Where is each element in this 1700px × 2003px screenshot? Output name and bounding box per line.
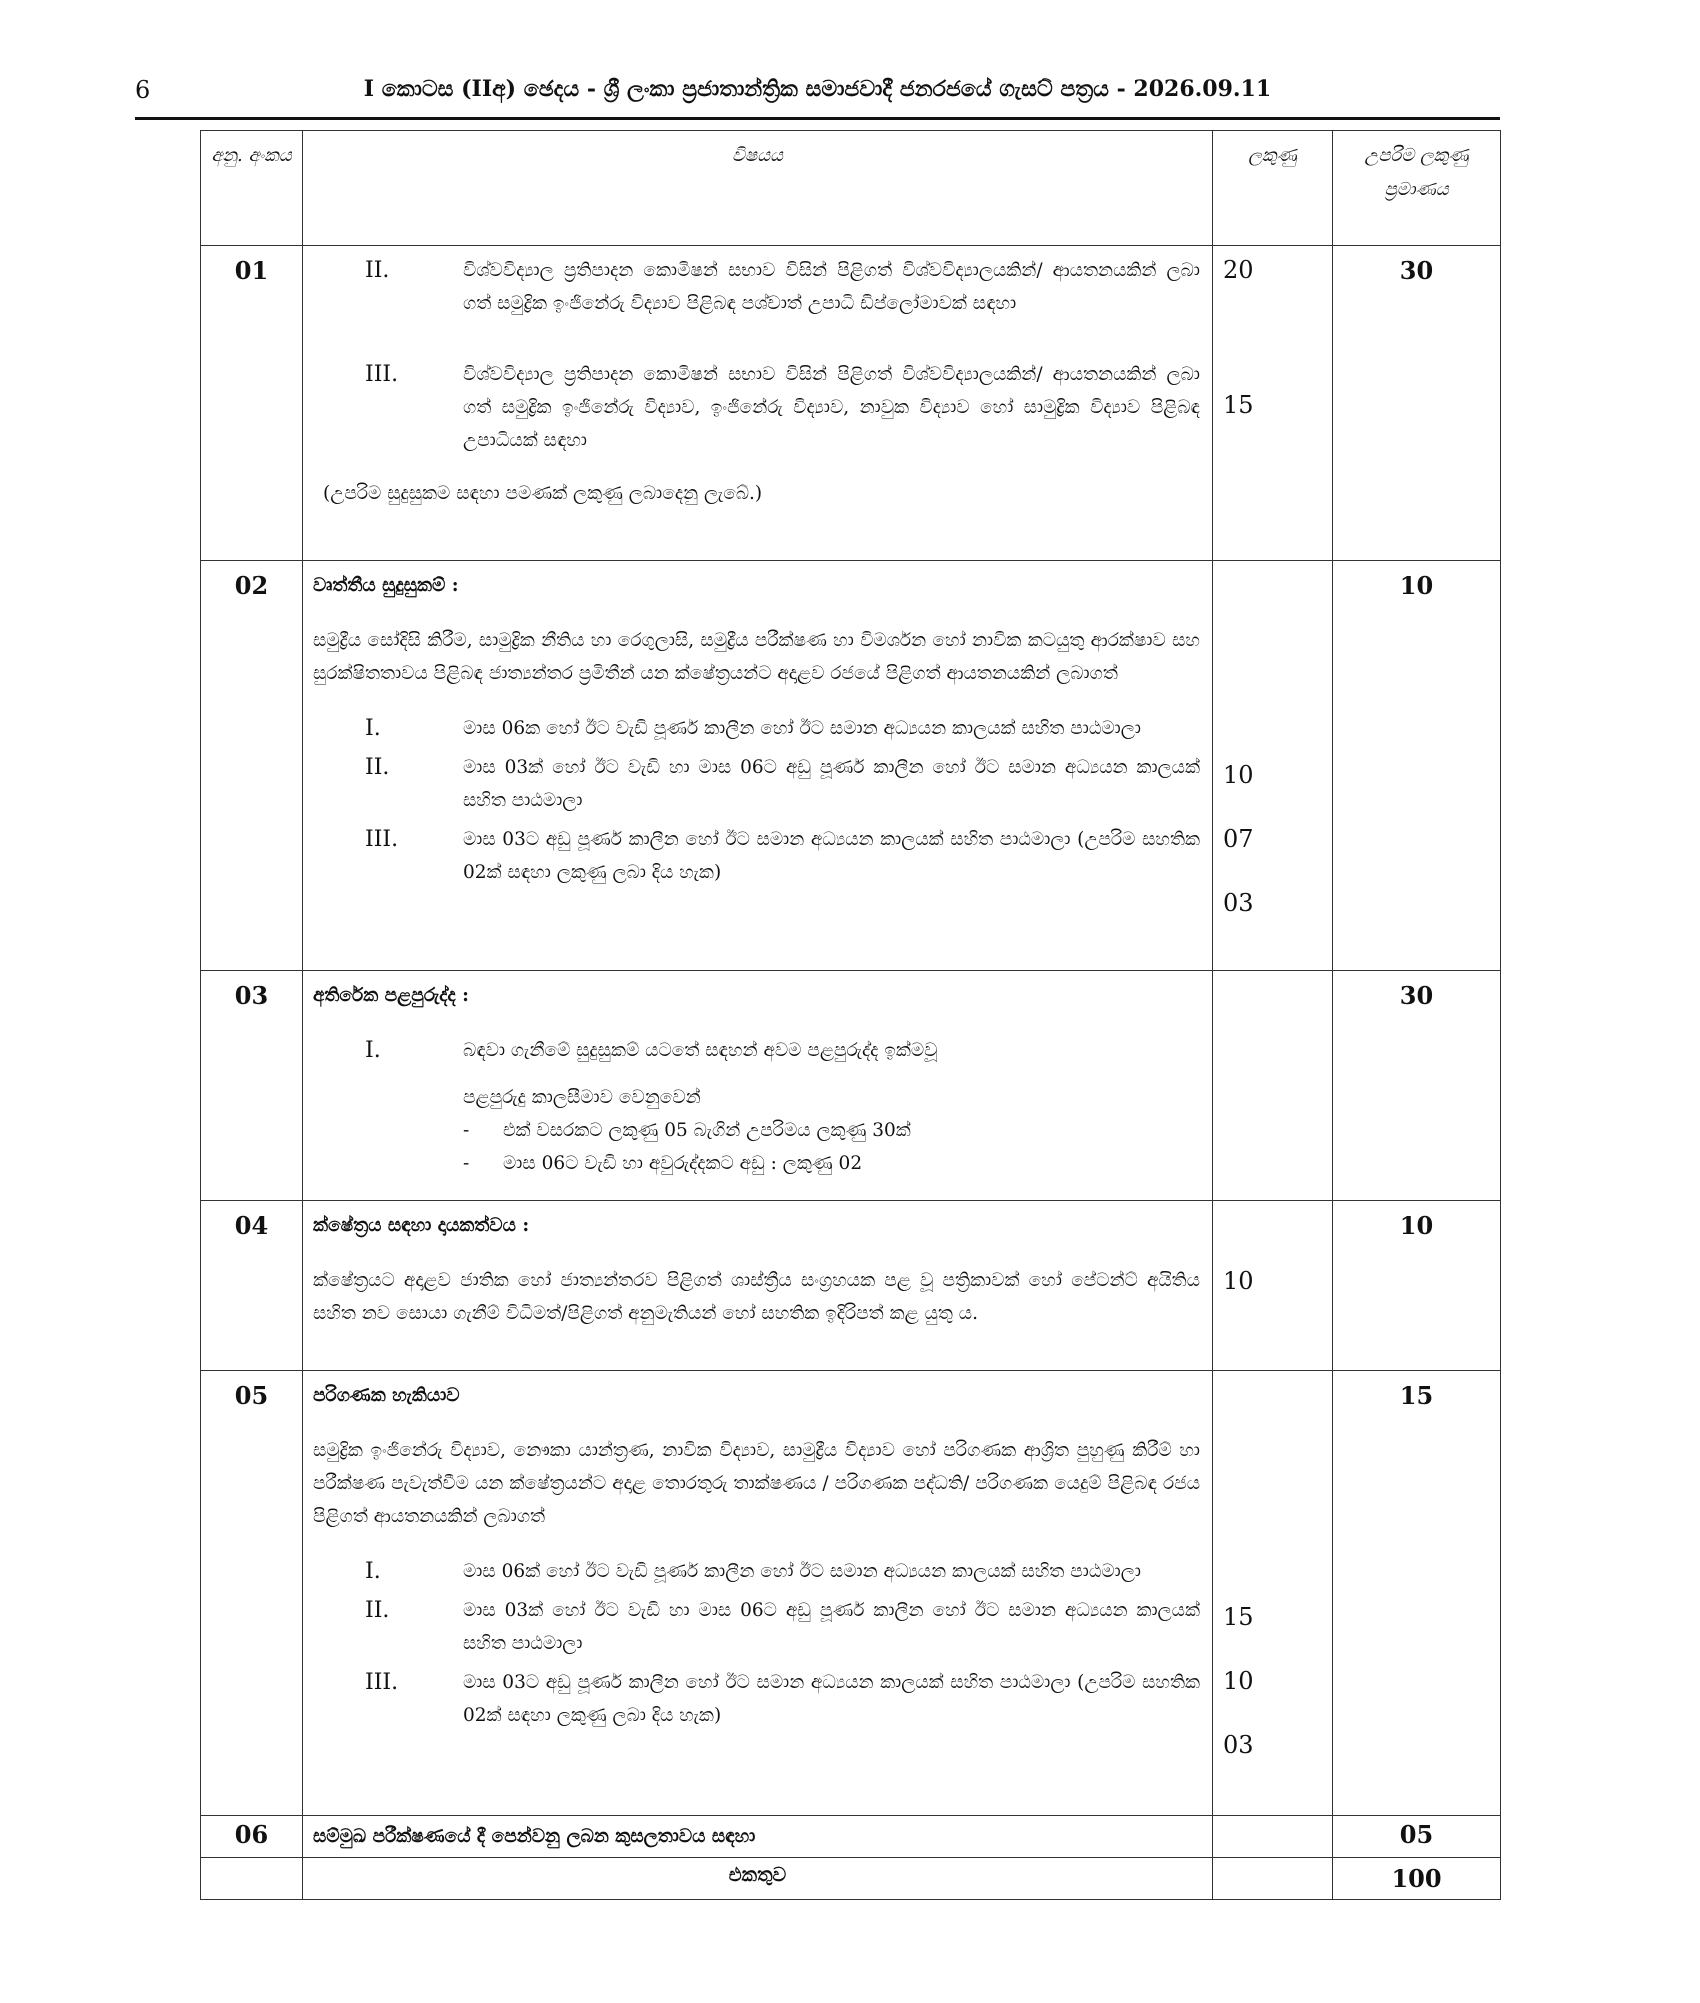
row-max: 30	[1333, 246, 1501, 561]
row-no: 06	[201, 1816, 303, 1858]
item-marks: 15	[1223, 391, 1254, 419]
item-label: II.	[365, 258, 390, 283]
row-marks	[1213, 561, 1333, 971]
header-rule	[135, 117, 1500, 120]
row-paragraph: සමුද්‍රික ඉංජිනේරු විද්‍යාව, නෞකා යාන්ත්‍රණ, නාවික විද්‍යාව, සාමුද්‍රීය විද්‍යාව හෝ පරිගණක ආශ්‍රිත පුහුණු කිරීම් හා පරීක්ෂණ පැවැත්වීම යන ක්ෂේත්‍රයන්ට අදාළ තොරතුරු තාක්ෂණය / පරිගණක පද්ධති/ පරිගණක යෙදුම් පිළිබඳ රජය පිළිගත් ආයතනයකින් ලබාගත්	[313, 1440, 1200, 1527]
total-row	[201, 1858, 1501, 1900]
item-label: III.	[365, 827, 399, 852]
table-row	[201, 561, 1501, 971]
header-max: උපරිම ලකුණු ප්‍රමාණය	[1333, 131, 1501, 246]
page-number: 6	[135, 76, 151, 104]
list-item	[313, 1555, 1200, 1588]
item-marks: 20	[1223, 256, 1254, 284]
experience-block	[313, 1081, 1200, 1180]
dash-text: එක් වසරකට ලකුණු 05 බැගින් උපරිමය ලකුණු 30ක්	[503, 1120, 911, 1141]
row-subject	[303, 246, 1213, 561]
list-item	[313, 358, 1200, 457]
table-row	[201, 971, 1501, 1201]
row-subject	[303, 1371, 1213, 1816]
list-item: - එක් වසරකට ලකුණු 05 බැගින් උපරිමය ලකුණු 30ක්	[463, 1114, 1200, 1147]
row-note: (උපරිම සුදුසුකම සඳහා පමණක් ලකුණු ලබාදෙනු ලැබේ.)	[323, 483, 763, 504]
marks-table	[200, 130, 1501, 1900]
row-subject	[303, 1201, 1213, 1371]
row-max: 15	[1333, 1371, 1501, 1816]
row-max: 05	[1333, 1816, 1501, 1858]
item-text: මාස 03ක් හෝ ඊට වැඩි හා මාස 06ට අඩු පූර්ණ කාලීන හෝ ඊට සමාන අධ්‍යයන කාලයක් සහිත පාඨමාලා	[463, 1600, 1200, 1654]
item-text: විශ්වවිද්‍යාල ප්‍රතිපාදන කොමිෂන් සභාව විසින් පිළිගත් විශ්වවිද්‍යාලයකින්/ ආයතනයකින් ලබා ගත් සමුද්‍රික ඉංජිනේරු විද්‍යාව පිළිබඳ පශ්චාත් උපාධි ඩිප්ලෝමාවක් සඳහා	[463, 260, 1200, 314]
item-text: මාස 03ට අඩු පූර්ණ කාලීන හෝ ඊට සමාන අධ්‍යයන කාලයක් සහිත පාඨමාලා (උපරිම සහතික 02ක් සඳහා ලකුණු ලබා දිය හැක)	[463, 1672, 1200, 1726]
item-label: III.	[365, 1670, 399, 1695]
list-item	[313, 1666, 1200, 1732]
row-heading: සම්මුඛ පරීක්ෂණයේ දී පෙන්වනු ලබන කුසලතාවය සඳහා	[313, 1826, 756, 1847]
row-no: 04	[201, 1201, 303, 1371]
list-item	[313, 823, 1200, 889]
header-subject: විෂයය	[303, 131, 1213, 246]
item-marks: 15	[1223, 1603, 1254, 1631]
dash-text: මාස 06ට වැඩි හා අවුරුද්දකට අඩු : ලකුණු 02	[503, 1153, 863, 1174]
page-header	[135, 70, 1500, 120]
row-heading: පරිගණක හැකියාව	[313, 1385, 460, 1406]
item-text: විශ්වවිද්‍යාල ප්‍රතිපාදන කොමිෂන් සභාව විසින් පිළිගත් විශ්වවිද්‍යාලයකින්/ ආයතනයකින් ලබා ගත් සමුද්‍රික ඉංජිනේරු විද්‍යාව, ඉංජිනේරු විද්‍යාව, නාවුක විද්‍යාව හෝ සාමුද්‍රික විද්‍යාව පිළිබඳ උපාධියක් සඳහා	[463, 364, 1200, 451]
row-no: 03	[201, 971, 303, 1201]
list-item: - මාස 06ට වැඩි හා අවුරුද්දකට අඩු : ලකුණු 02	[463, 1147, 1200, 1180]
row-paragraph: ක්ෂේත්‍රයට අදාළව ජාතික හෝ ජාත්‍යන්තරව පිළිගත් ශාස්ත්‍රීය සංග්‍රහයක පළ වූ පත්‍රිකාවක් හෝ පේටන්ට් අයිතිය සහිත නව සොයා ගැනීම් විධිමත්/පිළිගත් අනුමැතියන් හෝ සහතික ඉදිරිපත් කළ යුතු ය.	[313, 1270, 1200, 1324]
total-marks-empty	[1213, 1858, 1333, 1900]
row-marks	[1213, 1201, 1333, 1371]
total-label: එකතුව	[303, 1858, 1213, 1900]
table-header-row	[201, 131, 1501, 246]
item-label: I.	[365, 1038, 381, 1063]
row-subject	[303, 971, 1213, 1201]
experience-subtitle: පළපුරුදු කාලසීමාව වෙනුවෙන්	[463, 1087, 701, 1108]
row-marks	[1213, 1371, 1333, 1816]
item-marks: 10	[1223, 1267, 1254, 1295]
row-heading: අතිරේක පළපුරුද්ද :	[313, 985, 469, 1006]
row-marks	[1213, 246, 1333, 561]
row-heading: ක්ෂේත්‍රය සඳහා දායකත්වය :	[313, 1215, 530, 1236]
row-no: 01	[201, 246, 303, 561]
table-row	[201, 1201, 1501, 1371]
total-empty	[201, 1858, 303, 1900]
item-marks: 10	[1223, 761, 1254, 789]
item-label: I.	[365, 1559, 381, 1584]
item-marks: 07	[1223, 825, 1254, 853]
total-value: 100	[1333, 1858, 1501, 1900]
table-row	[201, 1371, 1501, 1816]
item-marks: 03	[1223, 889, 1254, 917]
item-text: මාස 06ක හෝ ඊට වැඩි පූර්ණ කාලීන හෝ ඊට සමාන අධ්‍යයන කාලයක් සහිත පාඨමාලා	[463, 718, 1141, 739]
row-marks	[1213, 1816, 1333, 1858]
row-max: 10	[1333, 561, 1501, 971]
list-item	[313, 254, 1200, 320]
row-subject	[303, 561, 1213, 971]
item-text: මාස 03ක් හෝ ඊට වැඩි හා මාස 06ට අඩු පූර්ණ කාලීන හෝ ඊට සමාන අධ්‍යයන කාලයක් සහිත පාඨමාලා	[463, 757, 1200, 811]
item-label: II.	[365, 1598, 390, 1623]
list-item	[313, 712, 1200, 745]
row-heading: වෘත්තීය සුදුසුකම් :	[313, 575, 459, 596]
row-max: 30	[1333, 971, 1501, 1201]
list-item	[313, 1594, 1200, 1660]
item-label: III.	[365, 362, 399, 387]
row-subject	[303, 1816, 1213, 1858]
header-no: අනු. අංකය	[201, 131, 303, 246]
row-no: 05	[201, 1371, 303, 1816]
item-text: මාස 03ට අඩු පූර්ණ කාලීන හෝ ඊට සමාන අධ්‍යයන කාලයක් සහිත පාඨමාලා (උපරිම සහතික 02ක් සඳහා ලකුණු ලබා දිය හැක)	[463, 829, 1200, 883]
item-marks: 03	[1223, 1731, 1254, 1759]
row-marks	[1213, 971, 1333, 1201]
item-label: I.	[365, 716, 381, 741]
table-row	[201, 1816, 1501, 1858]
page-title: I කොටස (IIඅ) ඡෙදය - ශ්‍රී ලංකා ප්‍රජාතාන්ත්‍රික සමාජවාදී ජනරජයේ ගැසට් පත්‍රය - 2026.09.11	[363, 76, 1272, 102]
list-item	[313, 1034, 1200, 1067]
list-item	[313, 751, 1200, 817]
table-row	[201, 246, 1501, 561]
item-text: මාස 06ක් හෝ ඊට වැඩි පූර්ණ කාලීන හෝ ඊට සමාන අධ්‍යයන කාලයක් සහිත පාඨමාලා	[463, 1561, 1141, 1582]
item-text: බඳවා ගැනීමේ සුදුසුකම් යටතේ සඳහන් අවම පළපුරුද්ද ඉක්මවූ	[463, 1040, 938, 1061]
row-no: 02	[201, 561, 303, 971]
item-marks: 10	[1223, 1667, 1254, 1695]
row-paragraph: සමුද්‍රීය සෝදිසි කිරීම, සාමුද්‍රික නීතිය හා රෙගුලාසි, සමුද්‍රීය පරීක්ෂණ හා විමර්ශන හෝ නාවික කටයුතු ආරක්ෂාව සහ සුරක්ෂිතතාවය පිළිබඳ ජාත්‍යන්තර ප්‍රමිතීන් යන ක්ෂේත්‍රයන්ට අදාළව රජයේ පිළිගත් ආයතනයකින් ලබාගත්	[313, 630, 1200, 684]
header-marks: ලකුණු	[1213, 131, 1333, 246]
row-max: 10	[1333, 1201, 1501, 1371]
item-label: II.	[365, 755, 390, 780]
